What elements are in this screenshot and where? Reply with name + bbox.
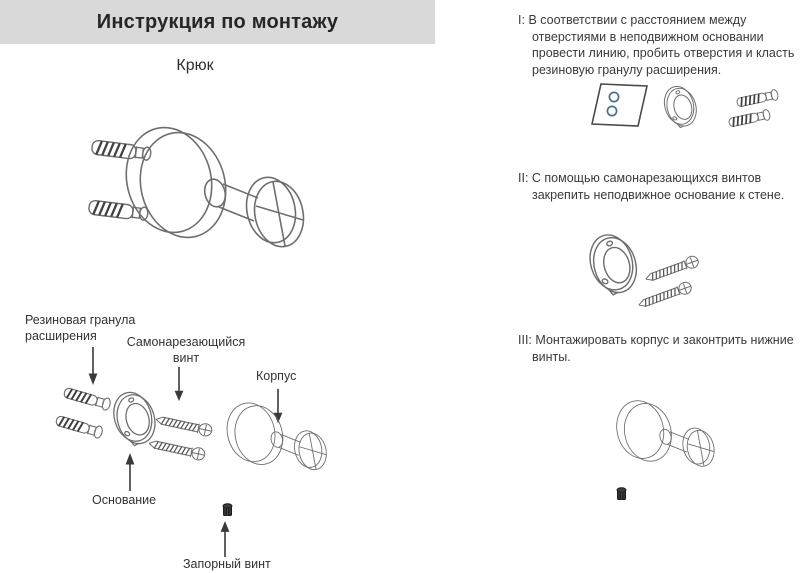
label-self-tapping-screw: Самонарезающийся винт [126, 335, 246, 365]
rubber-plug-icon [55, 414, 104, 439]
step-2 [518, 170, 800, 203]
screw-icon [155, 413, 213, 437]
page-title: Инструкция по монтажу [96, 10, 339, 33]
label-base: Основание [92, 493, 157, 507]
step-2-number: II: [518, 171, 529, 185]
step-1 [518, 12, 800, 78]
product-name: Крюк [176, 57, 214, 74]
step-3-text: Монтажировать корпус и законтрить нижние винты. [532, 333, 794, 364]
wall-anchor-icon [91, 140, 151, 161]
step-1-number: I: [518, 13, 525, 27]
screw-icon [637, 281, 693, 311]
step-1-text: В соответствии с расстоянием между отверстиями в неподвижном основании провести линию, пробить отверстия и класть резиновую гранулу расширения. [528, 13, 795, 77]
screw-icon [644, 255, 700, 285]
screw-icon [148, 437, 206, 461]
wall-anchor-icon [88, 200, 148, 221]
step-2-drawing [585, 225, 770, 310]
step-2-text: С помощью самонарезающихся винтов закрепить неподвижное основание к стене. [531, 171, 785, 202]
step-3 [518, 332, 800, 365]
step-3-number: III: [518, 333, 532, 347]
label-locking-screw: Запорный винт [183, 557, 271, 571]
rubber-plug-icon [63, 386, 112, 411]
hook-body-icon [611, 396, 718, 469]
assembled-hook-drawing [85, 108, 305, 248]
hook-body-icon [115, 118, 309, 251]
label-rubber-plug: Резиновая гранула расширения [25, 313, 136, 343]
base-ring-icon [584, 230, 643, 298]
label-body: Корпус [256, 369, 297, 383]
set-screw-icon [617, 488, 626, 500]
set-screw-icon [223, 504, 232, 516]
step-3-drawing [592, 388, 727, 506]
rubber-plug-icon [736, 89, 779, 108]
hook-body-icon [221, 398, 330, 472]
step-1-drawing [585, 78, 795, 140]
base-ring-icon [660, 83, 700, 130]
wall-plate-icon [592, 84, 647, 126]
title-band [0, 0, 435, 44]
base-ring-icon [108, 388, 160, 448]
rubber-plug-icon [728, 109, 771, 128]
exploded-view-drawing [18, 376, 348, 526]
